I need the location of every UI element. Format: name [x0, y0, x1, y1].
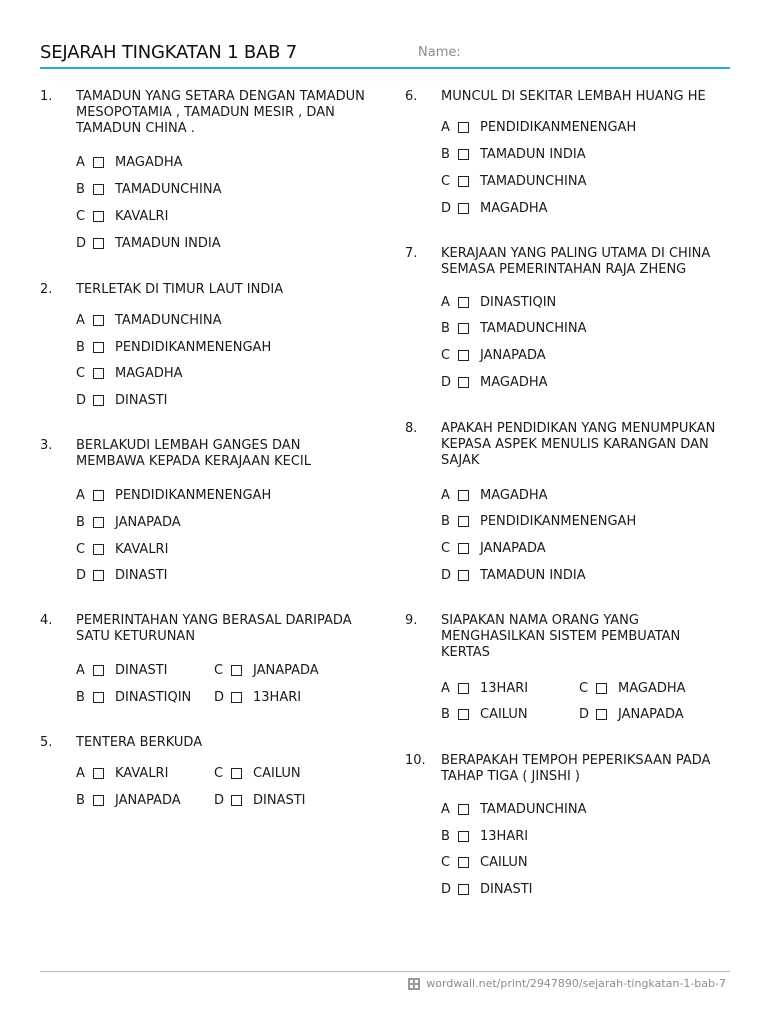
- option-text: DINASTI: [480, 882, 533, 897]
- question-number: 2.: [40, 282, 53, 297]
- option-letter: A: [76, 766, 85, 781]
- option-text: JANAPADA: [115, 515, 181, 530]
- answer-checkbox[interactable]: [93, 795, 104, 806]
- option-text: MAGADHA: [480, 375, 548, 390]
- question-number: 5.: [40, 735, 53, 750]
- option-text: DINASTI: [115, 663, 168, 678]
- answer-checkbox[interactable]: [458, 122, 469, 133]
- answer-checkbox[interactable]: [458, 176, 469, 187]
- answer-checkbox[interactable]: [596, 709, 607, 720]
- question-text: MUNCUL DI SEKITAR LEMBAH HUANG HE: [441, 89, 706, 104]
- option-text: PENDIDIKANMENENGAH: [480, 120, 637, 135]
- option-text: PENDIDIKANMENENGAH: [115, 340, 272, 355]
- answer-checkbox[interactable]: [458, 683, 469, 694]
- option-text: DINASTI: [253, 793, 306, 808]
- answer-checkbox[interactable]: [231, 768, 242, 779]
- answer-checkbox[interactable]: [458, 857, 469, 868]
- option-letter: D: [214, 793, 225, 808]
- answer-checkbox[interactable]: [458, 804, 469, 815]
- option-letter: C: [441, 541, 451, 556]
- option-text: JANAPADA: [618, 707, 684, 722]
- answer-checkbox[interactable]: [93, 490, 104, 501]
- question-text: TAMADUN YANG SETARA DENGAN TAMADUN MESOPOTAMIA , TAMADUN MESIR , DAN TAMADUN CHINA .: [76, 89, 365, 136]
- answer-checkbox[interactable]: [458, 570, 469, 581]
- option-letter: B: [441, 514, 450, 529]
- question-text: SIAPAKAN NAMA ORANG YANG MENGHASILKAN SISTEM PEMBUATAN KERTAS: [441, 613, 681, 660]
- option-text: TAMADUNCHINA: [115, 182, 222, 197]
- footer: [408, 977, 726, 990]
- option-text: JANAPADA: [480, 541, 546, 556]
- option-text: TAMADUN INDIA: [480, 568, 586, 583]
- option-text: PENDIDIKANMENENGAH: [115, 488, 272, 503]
- question-text: KERAJAAN YANG PALING UTAMA DI CHINA SEMASA PEMERINTAHAN RAJA ZHENG: [441, 246, 711, 277]
- answer-checkbox[interactable]: [93, 395, 104, 406]
- option-text: KAVALRI: [115, 542, 169, 557]
- option-letter: D: [441, 568, 452, 583]
- option-text: TAMADUNCHINA: [480, 802, 587, 817]
- option-text: MAGADHA: [115, 155, 183, 170]
- option-letter: C: [76, 542, 86, 557]
- option-text: TAMADUNCHINA: [480, 174, 587, 189]
- option-letter: D: [76, 236, 87, 251]
- option-text: TAMADUN INDIA: [115, 236, 221, 251]
- option-text: CAILUN: [253, 766, 301, 781]
- answer-checkbox[interactable]: [231, 665, 242, 676]
- option-letter: C: [214, 663, 224, 678]
- option-text: TAMADUNCHINA: [480, 321, 587, 336]
- option-text: DINASTIQIN: [115, 690, 192, 705]
- option-letter: A: [441, 681, 450, 696]
- answer-checkbox[interactable]: [93, 238, 104, 249]
- page-title: SEJARAH TINGKATAN 1 BAB 7: [40, 42, 298, 63]
- answer-checkbox[interactable]: [458, 490, 469, 501]
- option-text: DINASTI: [115, 568, 168, 583]
- option-letter: B: [76, 690, 85, 705]
- answer-checkbox[interactable]: [93, 570, 104, 581]
- option-letter: D: [76, 393, 87, 408]
- question-number: 3.: [40, 438, 53, 453]
- option-text: KAVALRI: [115, 209, 169, 224]
- option-text: MAGADHA: [480, 201, 548, 216]
- option-letter: C: [76, 366, 86, 381]
- answer-checkbox[interactable]: [93, 692, 104, 703]
- answer-checkbox[interactable]: [93, 315, 104, 326]
- option-letter: C: [441, 174, 451, 189]
- answer-checkbox[interactable]: [93, 157, 104, 168]
- question-text: TENTERA BERKUDA: [76, 735, 203, 750]
- option-letter: C: [214, 766, 224, 781]
- option-text: MAGADHA: [480, 488, 548, 503]
- option-letter: B: [76, 515, 85, 530]
- option-text: 13HARI: [480, 681, 529, 696]
- option-letter: A: [76, 155, 85, 170]
- answer-checkbox[interactable]: [458, 709, 469, 720]
- option-text: MAGADHA: [618, 681, 686, 696]
- option-text: DINASTI: [115, 393, 168, 408]
- answer-checkbox[interactable]: [93, 544, 104, 555]
- footer-divider: [40, 971, 730, 972]
- answer-checkbox[interactable]: [458, 831, 469, 842]
- option-letter: D: [441, 375, 452, 390]
- option-text: JANAPADA: [253, 663, 319, 678]
- option-letter: D: [441, 201, 452, 216]
- option-letter: A: [441, 120, 450, 135]
- answer-checkbox[interactable]: [93, 768, 104, 779]
- option-text: TAMADUNCHINA: [115, 313, 222, 328]
- option-text: CAILUN: [480, 707, 528, 722]
- question-text: TERLETAK DI TIMUR LAUT INDIA: [76, 282, 284, 297]
- option-text: 13HARI: [253, 690, 302, 705]
- answer-checkbox[interactable]: [596, 683, 607, 694]
- answer-checkbox[interactable]: [93, 342, 104, 353]
- answer-checkbox[interactable]: [93, 665, 104, 676]
- option-text: TAMADUN INDIA: [480, 147, 586, 162]
- option-letter: A: [76, 488, 85, 503]
- option-letter: B: [76, 793, 85, 808]
- option-letter: B: [441, 707, 450, 722]
- answer-checkbox[interactable]: [93, 184, 104, 195]
- question-text: BERLAKUDI LEMBAH GANGES DAN MEMBAWA KEPADA KERAJAAN KECIL: [76, 438, 312, 469]
- header-divider: [40, 67, 730, 69]
- option-letter: A: [441, 802, 450, 817]
- option-letter: B: [441, 147, 450, 162]
- option-letter: B: [76, 340, 85, 355]
- option-letter: C: [76, 209, 86, 224]
- name-field-label: Name:: [418, 45, 461, 60]
- answer-checkbox[interactable]: [458, 516, 469, 527]
- option-letter: A: [441, 295, 450, 310]
- option-letter: C: [579, 681, 589, 696]
- answer-checkbox[interactable]: [231, 692, 242, 703]
- question-number: 4.: [40, 613, 53, 628]
- option-text: MAGADHA: [115, 366, 183, 381]
- option-letter: A: [76, 663, 85, 678]
- answer-checkbox[interactable]: [458, 203, 469, 214]
- option-letter: C: [441, 348, 451, 363]
- option-text: JANAPADA: [115, 793, 181, 808]
- question-number: 6.: [405, 89, 418, 104]
- answer-checkbox[interactable]: [458, 350, 469, 361]
- option-letter: B: [441, 829, 450, 844]
- question-number: 9.: [405, 613, 418, 628]
- question-number: 10.: [405, 753, 426, 768]
- option-letter: D: [579, 707, 590, 722]
- answer-checkbox[interactable]: [93, 517, 104, 528]
- answer-checkbox[interactable]: [458, 377, 469, 388]
- answer-checkbox[interactable]: [458, 149, 469, 160]
- option-text: JANAPADA: [480, 348, 546, 363]
- option-letter: B: [441, 321, 450, 336]
- option-letter: D: [441, 882, 452, 897]
- answer-checkbox[interactable]: [93, 368, 104, 379]
- option-letter: A: [76, 313, 85, 328]
- question-number: 1.: [40, 89, 53, 104]
- question-text: PEMERINTAHAN YANG BERASAL DARIPADA SATU KETURUNAN: [76, 613, 352, 644]
- option-letter: D: [214, 690, 225, 705]
- question-number: 8.: [405, 421, 418, 436]
- question-number: 7.: [405, 246, 418, 261]
- answer-checkbox[interactable]: [458, 323, 469, 334]
- footer-url[interactable]: wordwall.net/print/2947890/sejarah-tingkatan-1-bab-7: [426, 977, 726, 990]
- option-letter: D: [76, 568, 87, 583]
- option-text: DINASTIQIN: [480, 295, 557, 310]
- question-text: APAKAH PENDIDIKAN YANG MENUMPUKAN KEPASA ASPEK MENULIS KARANGAN DAN SAJAK: [441, 421, 716, 468]
- answer-checkbox[interactable]: [458, 297, 469, 308]
- option-text: 13HARI: [480, 829, 529, 844]
- worksheet-header: [40, 40, 730, 68]
- option-letter: A: [441, 488, 450, 503]
- option-letter: B: [76, 182, 85, 197]
- option-letter: C: [441, 855, 451, 870]
- option-text: CAILUN: [480, 855, 528, 870]
- option-text: PENDIDIKANMENENGAH: [480, 514, 637, 529]
- answer-checkbox[interactable]: [231, 795, 242, 806]
- answer-checkbox[interactable]: [458, 543, 469, 554]
- question-text: BERAPAKAH TEMPOH PEPERIKSAAN PADA TAHAP TIGA ( JINSHI ): [441, 753, 711, 784]
- wordwall-logo-icon: [408, 978, 420, 990]
- option-text: KAVALRI: [115, 766, 169, 781]
- answer-checkbox[interactable]: [458, 884, 469, 895]
- answer-checkbox[interactable]: [93, 211, 104, 222]
